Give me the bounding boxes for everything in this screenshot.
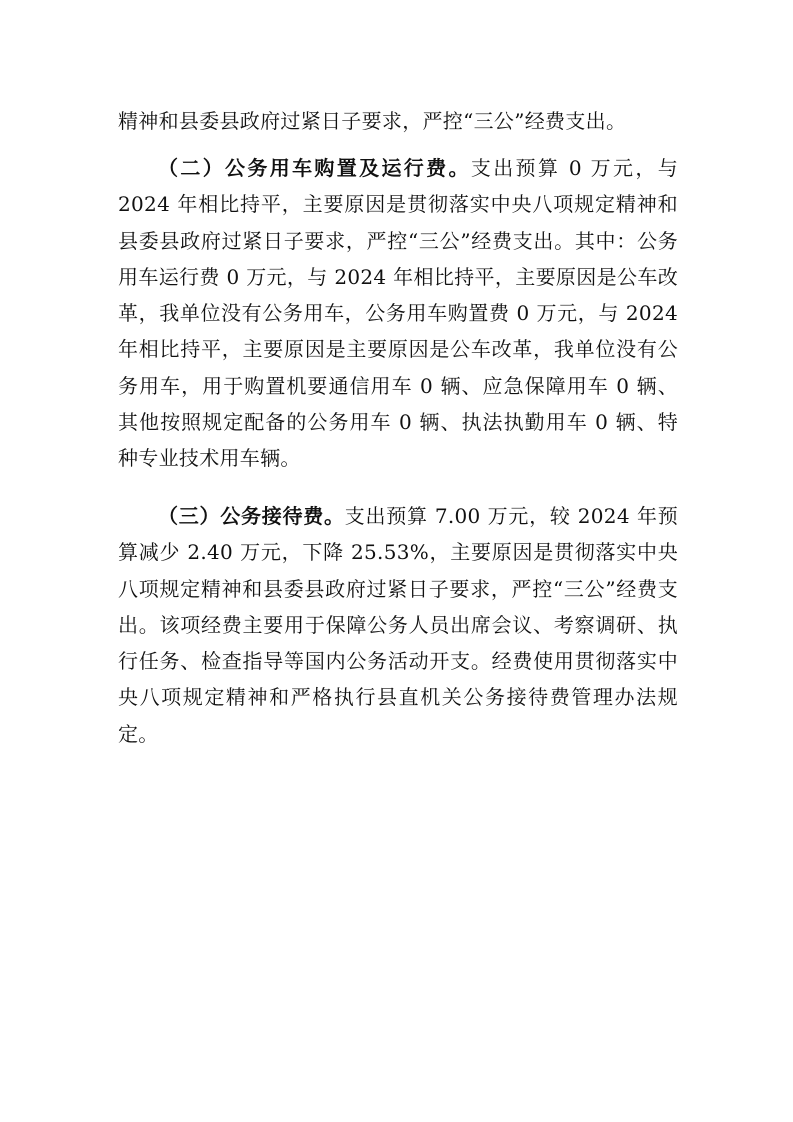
paragraph-text: 精神和县委县政府过紧日子要求，严控“三公”经费支出。 <box>118 109 627 133</box>
section-heading-vehicle: （二）公务用车购置及运行费。 <box>158 156 471 180</box>
reception-expense-paragraph <box>118 498 678 752</box>
paragraph-text: 支出预算 7.00 万元，较 2024 年预算减少 2.40 万元，下降 25.53%，主要原因是贯彻落实中央八项规定精神和县委县政府过紧日子要求，严控“三公”经费支出。该项经费主要用于保障公务人员出席会议、考察调研、执行任务、检查指导等国内公务活动开支。经费使用贯彻落实中央八项规定精神和严格执行县直机关公务接待费管理办法规定。 <box>118 504 679 746</box>
vehicle-expense-paragraph <box>118 150 678 477</box>
continued-paragraph <box>118 103 678 139</box>
paragraph-text: 支出预算 0 万元，与 2024 年相比持平，主要原因是贯彻落实中央八项规定精神和县委县政府过紧日子要求，严控“三公”经费支出。其中：公务用车运行费 0 万元，与 2024 年相比持平，主要原因是公车改革，我单位没有公务用车，公务用车购置费 0 万元，与 2024 年相比持平，主要原因是主要原因是公车改革，我单位没有公务用车，用于购置机要通信用车 0 辆、应急保障用车 0 辆、其他按照规定配备的公务用车 0 辆、执法执勤用车 0 辆、特种专业技术用车辆。 <box>118 156 678 471</box>
section-heading-reception: （三）公务接待费。 <box>158 504 345 528</box>
